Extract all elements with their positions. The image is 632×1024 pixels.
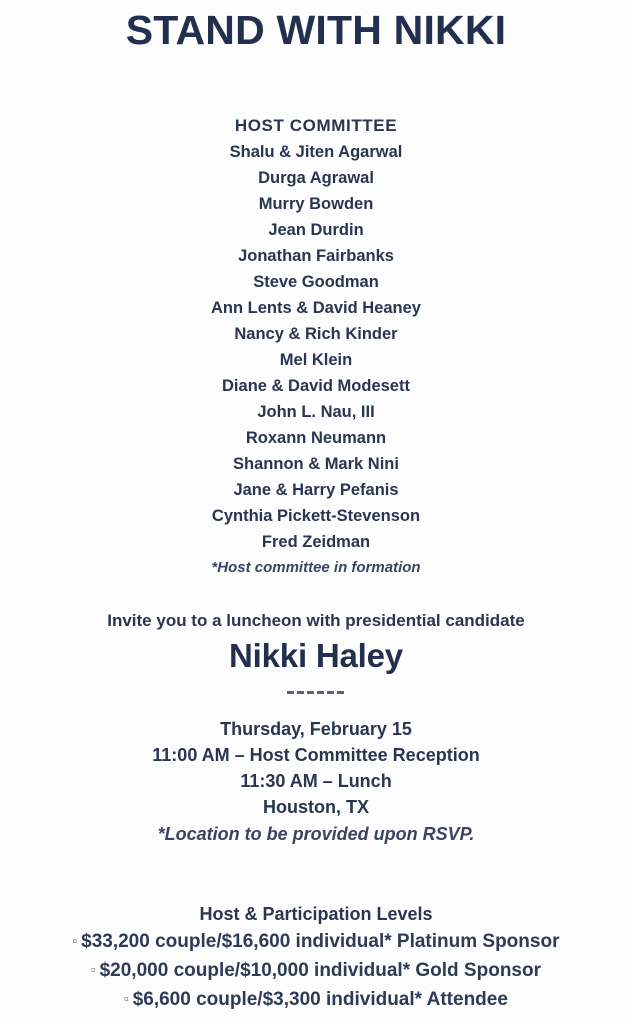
list-item [0,927,632,956]
list-item: Jonathan Fairbanks [238,247,394,265]
host-committee-section [0,113,632,581]
participation-levels-section [0,901,632,1014]
event-reception-time: 11:00 AM – Host Committee Reception [152,745,480,765]
list-item: Shalu & Jiten Agarwal [229,143,403,161]
list-item: Cynthia Pickett-Stevenson [211,507,421,525]
list-item: Roxann Neumann [245,429,387,447]
dashed-rule [287,691,345,694]
event-lunch-time: 11:30 AM – Lunch [240,771,392,791]
square-bullet-icon: ▫ [124,991,129,1006]
list-item: Murry Bowden [258,195,374,213]
participation-levels-list [0,927,632,1014]
list-item: Durga Agrawal [258,169,374,187]
host-committee-heading: HOST COMMITTEE [234,116,398,135]
level-label: $6,600 couple/$3,300 individual* Attendee [132,989,508,1010]
list-item: Fred Zeidman [261,533,371,551]
list-item: Steve Goodman [253,273,379,291]
list-item: Diane & David Modesett [222,377,410,395]
list-item: John L. Nau, III [257,403,375,421]
event-location: Houston, TX [263,797,369,817]
invitation-line: Invite you to a luncheon with presidential candidate [107,611,525,630]
host-committee-footnote: *Host committee in formation [211,559,421,576]
list-item: Shannon & Mark Nini [233,455,399,473]
list-item: Jane & Harry Pefanis [233,481,399,499]
participation-levels-heading: Host & Participation Levels [199,904,433,924]
divider [0,685,632,699]
list-item [0,956,632,985]
invitation-section [0,608,632,678]
candidate-name: Nikki Haley [229,637,403,674]
page-title: STAND WITH NIKKI [125,7,507,53]
host-committee-list [0,139,632,555]
level-label: $20,000 couple/$10,000 individual* Gold Sponsor [99,960,541,981]
list-item: Jean Durdin [268,221,364,239]
square-bullet-icon: ▫ [91,962,96,977]
list-item: Mel Klein [279,351,353,369]
list-item: Ann Lents & David Heaney [211,299,421,317]
event-location-footnote: *Location to be provided upon RSVP. [157,824,475,844]
square-bullet-icon: ▫ [72,933,78,948]
level-label: $33,200 couple/$16,600 individual* Platinum Sponsor [81,931,560,952]
event-date: Thursday, February 15 [220,719,412,739]
list-item: Nancy & Rich Kinder [234,325,398,343]
event-details-section [0,716,632,848]
list-item [0,985,632,1014]
